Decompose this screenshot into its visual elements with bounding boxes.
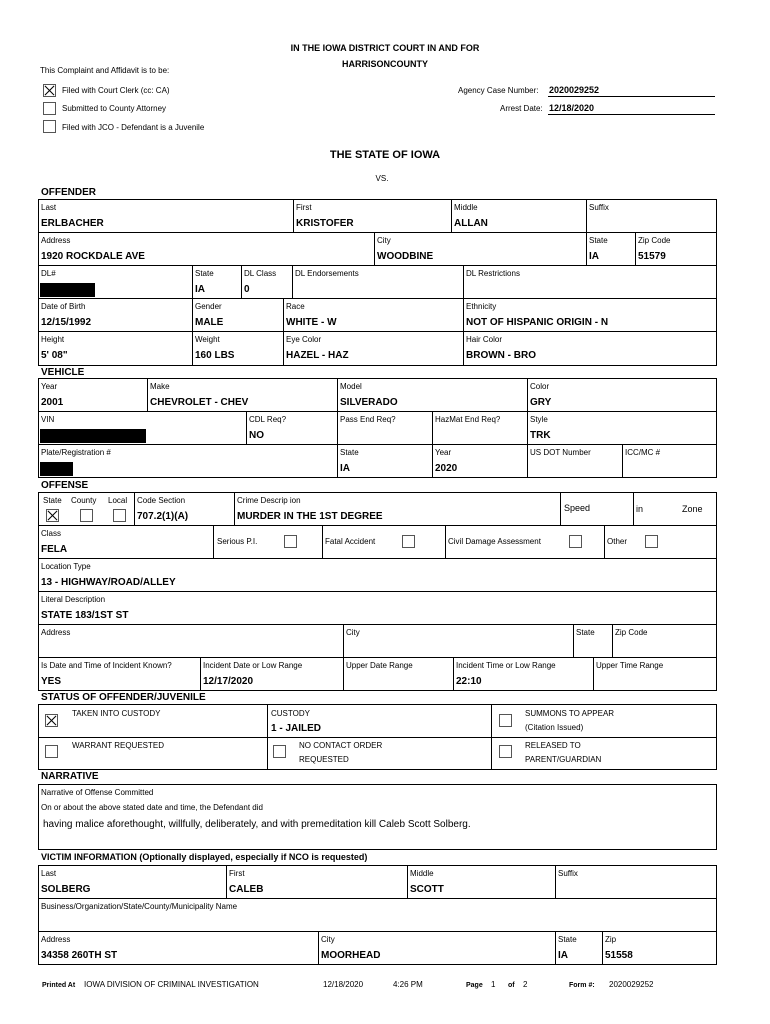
ethnicity: NOT OF HISPANIC ORIGIN - N [466, 317, 609, 328]
dl-restrictions-label: DL Restrictions [466, 269, 520, 278]
class-label: Class [41, 529, 62, 538]
eye-color-label: Eye Color [286, 335, 322, 344]
fatal-accident-checkbox[interactable] [402, 535, 415, 548]
incident-date: 12/17/2020 [203, 676, 254, 687]
victim-last: SOLBERG [41, 884, 91, 895]
offender-zip-label: Zip Code [638, 236, 671, 245]
victim-section-title: VICTIM INFORMATION (Optionally displayed, especially if NCO is requested) [41, 852, 368, 862]
court-line-2: HARRISONCOUNTY [341, 59, 428, 69]
weight: 160 LBS [195, 350, 235, 361]
offender-middle-label: Middle [454, 203, 478, 212]
upper-date-label: Upper Date Range [346, 661, 413, 670]
offense-state-label: State [43, 496, 62, 505]
victim-first: CALEB [229, 884, 264, 895]
hair-color-label: Hair Color [466, 335, 503, 344]
state-title: THE STATE OF IOWA [329, 149, 441, 161]
zone-label: Zone [682, 504, 703, 514]
offender-section-title: OFFENDER [41, 187, 96, 198]
page-number: 1 [491, 980, 496, 989]
offense-county-label: County [71, 496, 97, 505]
printed-at-label: Printed At [42, 982, 76, 989]
victim-city: MOORHEAD [321, 950, 381, 961]
offender-address: 1920 ROCKDALE AVE [41, 251, 145, 262]
nco-line-2: REQUESTED [299, 755, 349, 764]
serious-pi-label: Serious P.I. [217, 537, 258, 546]
victim-address: 34358 260TH ST [41, 950, 118, 961]
offense-local-checkbox[interactable] [113, 509, 126, 522]
dob: 12/15/1992 [41, 317, 92, 328]
page-label: Page [466, 982, 483, 989]
offense-zip-label: Zip Code [615, 628, 648, 637]
offense-state2-label: State [576, 628, 595, 637]
vehicle-make: CHEVROLET - CHEV [150, 397, 249, 408]
offender-middle: ALLAN [454, 218, 488, 229]
weight-label: Weight [195, 335, 220, 344]
jco-label: Filed with JCO - Defendant is a Juvenile [62, 123, 205, 132]
offender-address-label: Address [41, 236, 71, 245]
victim-zip: 51558 [605, 950, 633, 961]
civil-damage-checkbox[interactable] [569, 535, 582, 548]
eye-color: HAZEL - HAZ [286, 350, 349, 361]
speed-label: Speed [564, 503, 591, 513]
victim-first-label: First [229, 869, 245, 878]
agency-case-number: 2020029252 [549, 85, 600, 95]
vin-label: VIN [41, 415, 55, 424]
victim-middle-label: Middle [410, 869, 434, 878]
victim-middle: SCOTT [410, 884, 444, 895]
offender-state-label: State [589, 236, 608, 245]
offender-first: KRISTOFER [296, 218, 354, 229]
dl-number-redaction [40, 283, 95, 297]
plate-redaction [40, 462, 73, 476]
plate-state: IA [340, 463, 350, 474]
height: 5' 08" [41, 350, 68, 361]
offender-zip: 51579 [638, 251, 666, 262]
victim-city-label: City [321, 935, 335, 944]
vehicle-section-title: VEHICLE [41, 367, 85, 378]
hazmat-label: HazMat End Req? [435, 415, 501, 424]
arrest-date: 12/18/2020 [549, 103, 595, 113]
victim-address-label: Address [41, 935, 71, 944]
offender-table [38, 199, 717, 366]
offender-suffix-label: Suffix [589, 203, 609, 212]
filed-clerk-label: Filed with Court Clerk (cc: CA) [62, 86, 170, 95]
printed-time: 4:26 PM [393, 980, 423, 989]
height-label: Height [41, 335, 65, 344]
warrant-label: WARRANT REQUESTED [72, 741, 165, 750]
summons-line-1: SUMMONS TO APPEAR [525, 709, 615, 718]
ethnicity-label: Ethnicity [466, 302, 497, 311]
gender: MALE [195, 317, 224, 328]
vehicle-model-label: Model [340, 382, 362, 391]
victim-business-label: Business/Organization/State/County/Municipality Name [41, 902, 238, 911]
narrative-intro: On or about the above stated date and time, the Defendant did [41, 803, 263, 812]
hair-color: BROWN - BRO [466, 350, 536, 361]
serious-pi-checkbox[interactable] [284, 535, 297, 548]
cdl-label: CDL Req? [249, 415, 287, 424]
code-section: 707.2(1)(A) [137, 511, 189, 522]
offender-city: WOODBINE [377, 251, 434, 262]
race: WHITE - W [286, 317, 337, 328]
in-label: in [636, 504, 644, 514]
location-type: 13 - HIGHWAY/ROAD/ALLEY [41, 577, 176, 588]
crime-desc: MURDER IN THE 1ST DEGREE [237, 511, 383, 522]
page-count: 2 [523, 980, 528, 989]
summons-checkbox[interactable] [499, 714, 512, 727]
nco-line-1: NO CONTACT ORDER [299, 741, 383, 750]
usdot-label: US DOT Number [530, 448, 591, 457]
vin-redaction [40, 429, 146, 443]
incident-known: YES [41, 676, 62, 687]
literal-desc: STATE 183/1ST ST [41, 610, 129, 621]
printed-at: IOWA DIVISION OF CRIMINAL INVESTIGATION [84, 980, 259, 989]
vehicle-color-label: Color [530, 382, 550, 391]
offender-last: ERLBACHER [41, 218, 104, 229]
offense-county-checkbox[interactable] [80, 509, 93, 522]
offender-first-label: First [296, 203, 312, 212]
released-line-2: PARENT/GUARDIAN [525, 755, 602, 764]
taken-custody-label: TAKEN INTO CUSTODY [72, 709, 161, 718]
dl-class: 0 [244, 284, 250, 295]
victim-last-label: Last [41, 869, 57, 878]
dl-state: IA [195, 284, 205, 295]
iccmc-label: ICC/MC # [625, 448, 661, 457]
custody-label: CUSTODY [271, 709, 310, 718]
offender-city-label: City [377, 236, 391, 245]
pass-end-label: Pass End Req? [340, 415, 396, 424]
vehicle-year: 2001 [41, 397, 64, 408]
vehicle-year-label: Year [41, 382, 58, 391]
civil-damage-label: Civil Damage Assessment [448, 537, 541, 546]
literal-desc-label: Literal Description [41, 595, 106, 604]
offender-state: IA [589, 251, 599, 262]
warrant-checkbox[interactable] [45, 745, 58, 758]
released-checkbox[interactable] [499, 745, 512, 758]
county-attorney-checkbox[interactable] [43, 102, 56, 115]
versus: VS. [375, 174, 389, 183]
incident-time-label: Incident Time or Low Range [456, 661, 556, 670]
style-value: TRK [530, 430, 551, 441]
other-label: Other [607, 537, 628, 546]
race-label: Race [286, 302, 305, 311]
vehicle-color: GRY [530, 397, 552, 408]
dl-state-label: State [195, 269, 214, 278]
offense-state-checkbox[interactable] [46, 509, 59, 522]
narrative-text: having malice aforethought, willfully, deliberately, and with premeditation kill Caleb Scott Solberg. [43, 819, 471, 830]
plate-state-label: State [340, 448, 359, 457]
arrest-date-label: Arrest Date: [500, 104, 543, 113]
plate-year: 2020 [435, 463, 458, 474]
complaint-intro: This Complaint and Affidavit is to be: [40, 66, 170, 75]
narrative-section-title: NARRATIVE [41, 771, 99, 782]
upper-time-label: Upper Time Range [596, 661, 664, 670]
offense-city-label: City [346, 628, 360, 637]
victim-zip-label: Zip [605, 935, 617, 944]
vehicle-table [38, 378, 717, 478]
court-line-1: IN THE IOWA DISTRICT COURT IN AND FOR [290, 43, 480, 53]
offender-last-label: Last [41, 203, 57, 212]
released-line-1: RELEASED TO [525, 741, 581, 750]
fatal-accident-label: Fatal Accident [325, 537, 376, 546]
county-attorney-label: Submitted to County Attorney [62, 104, 167, 113]
dob-label: Date of Birth [41, 302, 86, 311]
crime-desc-label: Crime Descrip ion [237, 496, 301, 505]
vehicle-model: SILVERADO [340, 397, 398, 408]
narrative-label: Narrative of Offense Committed [41, 788, 154, 797]
status-section-title: STATUS OF OFFENDER/JUVENILE [41, 692, 206, 703]
victim-state-label: State [558, 935, 577, 944]
code-section-label: Code Section [137, 496, 186, 505]
dl-endorsements-label: DL Endorsements [295, 269, 359, 278]
incident-time: 22:10 [456, 676, 482, 687]
style-label: Style [530, 415, 548, 424]
vehicle-make-label: Make [150, 382, 170, 391]
cdl-value: NO [249, 430, 264, 441]
victim-suffix-label: Suffix [558, 869, 578, 878]
class-value: FELA [41, 544, 68, 555]
court-header [220, 43, 550, 69]
offense-section-title: OFFENSE [41, 480, 89, 491]
of-label: of [508, 982, 515, 989]
offender-dl-label: DL# [41, 269, 56, 278]
summons-line-2: (Citation Issued) [525, 723, 584, 732]
nco-checkbox[interactable] [273, 745, 286, 758]
victim-state: IA [558, 950, 568, 961]
dl-class-label: DL Class [244, 269, 277, 278]
custody-value: 1 - JAILED [271, 723, 322, 734]
form-number: 2020029252 [609, 980, 654, 989]
jco-checkbox[interactable] [43, 120, 56, 133]
incident-date-label: Incident Date or Low Range [203, 661, 303, 670]
offense-address-label: Address [41, 628, 71, 637]
other-checkbox[interactable] [645, 535, 658, 548]
location-type-label: Location Type [41, 562, 91, 571]
plate-year-label: Year [435, 448, 452, 457]
printed-date: 12/18/2020 [323, 980, 364, 989]
gender-label: Gender [195, 302, 222, 311]
plate-label: Plate/Registration # [41, 448, 111, 457]
agency-case-label: Agency Case Number: [458, 86, 539, 95]
taken-custody-checkbox[interactable] [45, 714, 58, 727]
form-label: Form #: [569, 982, 595, 989]
filed-clerk-checkbox[interactable] [43, 84, 56, 97]
incident-known-label: Is Date and Time of Incident Known? [41, 661, 172, 670]
offense-local-label: Local [108, 496, 128, 505]
